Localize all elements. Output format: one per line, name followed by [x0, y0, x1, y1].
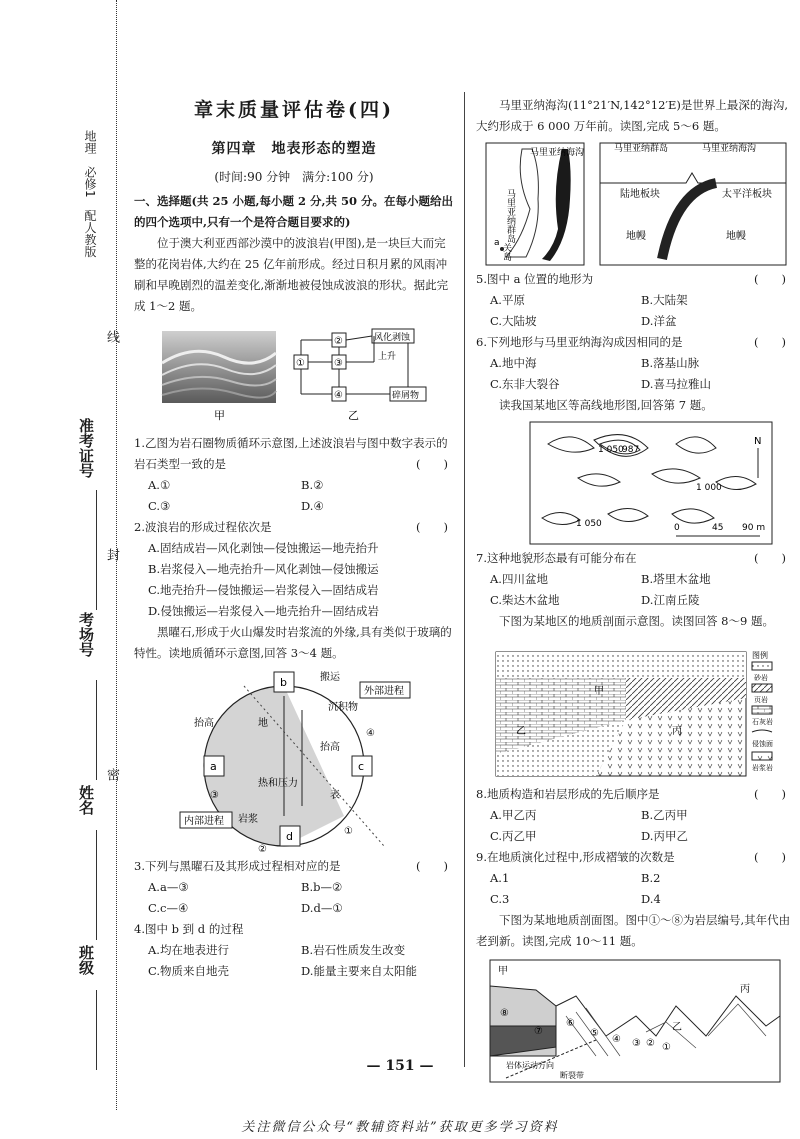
label-c-n4: ④ — [366, 728, 375, 739]
question-7-stem: 7.这种地貌形态最有可能分布在 — [476, 551, 637, 565]
legend-shale: 页岩 — [754, 696, 768, 704]
q3-option-c[interactable]: C.c—④ — [148, 901, 189, 915]
chapter-title: 第四章 地表形态的塑造 — [211, 141, 377, 157]
passage-2: 黑曜石,形成于火山爆发时岩浆流的外缘,具有类似于玻璃的特性。读地质循环示意图,回答 3～4 题。 — [134, 625, 452, 660]
q1-option-c[interactable]: C.③ — [148, 499, 171, 513]
question-3 — [134, 856, 454, 877]
label-trench-map: 马里亚纳海沟 — [530, 148, 585, 158]
label-mantle-right: 地幔 — [726, 231, 746, 242]
label-debris: 碎屑物 — [392, 391, 420, 401]
label-taigao-right: 抬高 — [320, 742, 340, 753]
question-5-answer[interactable]: ( ) — [754, 272, 786, 286]
cut-label-feng: 封 — [104, 548, 119, 561]
q3-option-b[interactable]: B.b—② — [301, 880, 343, 894]
page-title: 章末质量评估卷(四) — [194, 99, 394, 121]
label-uplift: 上升 — [378, 352, 397, 362]
q7-option-b[interactable]: B.塔里木盆地 — [641, 572, 711, 586]
legend-erosion: 侵蚀面 — [752, 740, 773, 748]
question-9-stem: 9.在地质演化过程中,形成褶皱的次数是 — [476, 850, 675, 864]
label-n2: ② — [334, 336, 343, 347]
label-fault-zone: 断裂带 — [560, 1071, 584, 1080]
figure-4-svg — [476, 418, 792, 548]
label-c-n1: ① — [344, 826, 353, 837]
legend-title: 图例 — [752, 651, 768, 660]
label-guan: 关岛 — [501, 243, 511, 261]
label-biao: 表 — [330, 790, 340, 801]
label-jia: 甲 — [594, 686, 604, 697]
q4-option-d[interactable]: D.能量主要来自太阳能 — [301, 964, 417, 978]
legend-magma: 岩浆岩 — [752, 764, 773, 772]
field-exam-number: 准考证号 — [77, 418, 95, 478]
label-n7: ⑦ — [534, 1026, 543, 1037]
label-banyun: 搬运 — [320, 672, 340, 683]
question-3-stem: 3.下列与黑曜石及其形成过程相对应的是 — [134, 859, 341, 873]
label-n6: ⑥ — [566, 1018, 575, 1029]
q4-option-c[interactable]: C.物质来自地壳 — [148, 964, 230, 978]
figure-2-svg — [134, 666, 454, 856]
legend-sandstone: 砂岩 — [754, 674, 768, 682]
book-label: 地理 必修1 配人教版 — [83, 130, 97, 258]
label-n2: ② — [646, 1038, 655, 1049]
q6-option-d[interactable]: D.喜马拉雅山 — [641, 377, 711, 391]
label-d: d — [286, 830, 293, 843]
q8-option-a[interactable]: A.甲乙丙 — [490, 808, 537, 822]
field-name-line[interactable] — [96, 830, 97, 940]
label-jia: 甲 — [498, 966, 508, 977]
question-4-stem: 4.图中 b 到 d 的过程 — [134, 922, 244, 936]
label-pacific: 太平洋板块 — [722, 189, 772, 200]
question-2-stem: 2.波浪岩的形成过程依次是 — [134, 520, 272, 534]
north-label: N — [754, 436, 762, 447]
scale-0: 0 — [674, 523, 680, 533]
section-heading: 一、选择题(共 25 小题,每小题 2 分,共 50 分。在每小题给出的四个选项中,只有一个是符合题目要求的) — [134, 194, 453, 229]
label-c: c — [358, 760, 365, 773]
legend-limestone: 石灰岩 — [752, 718, 773, 726]
q6-option-a[interactable]: A.地中海 — [490, 356, 537, 370]
figure-3-svg — [476, 139, 792, 269]
question-5-stem: 5.图中 a 位置的地形为 — [476, 272, 594, 286]
section-frame — [600, 143, 786, 265]
q9-option-a[interactable]: A.1 — [490, 871, 510, 885]
figure-1-svg — [134, 323, 454, 445]
q7-option-a[interactable]: A.四川盆地 — [490, 572, 548, 586]
label-c-n2: ② — [258, 844, 267, 855]
question-8-options — [476, 805, 792, 847]
label-weathering: 风化剥蚀 — [374, 333, 411, 343]
question-2 — [134, 517, 454, 538]
q9-option-c[interactable]: C.3 — [490, 892, 510, 906]
q4-option-a[interactable]: A.均在地表进行 — [148, 943, 229, 957]
label-n4: ④ — [334, 390, 343, 401]
figure-5-svg — [476, 634, 792, 784]
field-room-number-line[interactable] — [96, 680, 97, 780]
q1-option-b[interactable]: B.② — [301, 478, 324, 492]
question-5 — [476, 269, 792, 290]
label-c-n3: ③ — [210, 790, 219, 801]
passage-3: 马里亚纳海沟(11°21′N,142°12′E)是世界上最深的海沟,大约形成于 6 000 万年前。读图,完成 5～6 题。 — [476, 98, 789, 133]
q5-option-a[interactable]: A.平原 — [490, 293, 525, 307]
question-9 — [476, 847, 792, 868]
contour-label-987: 987 — [622, 445, 640, 455]
label-di: 地 — [258, 718, 268, 729]
label-yi: 乙 — [516, 726, 526, 737]
label-chenjiwu: 沉积物 — [328, 702, 358, 713]
q1-option-d[interactable]: D.④ — [301, 499, 324, 513]
figure-3 — [476, 139, 792, 269]
label-yi: 乙 — [672, 1022, 682, 1033]
label-n8: ⑧ — [500, 1008, 509, 1019]
question-7-options — [476, 569, 792, 611]
passage-5: 下图为某地区的地质剖面示意图。读图回答 8～9 题。 — [499, 614, 774, 628]
figure-5 — [476, 634, 792, 784]
cut-label-xian: 线 — [104, 330, 119, 343]
caption-yi: 乙 — [348, 409, 359, 422]
question-8 — [476, 784, 792, 805]
question-1-answer[interactable]: ( ) — [416, 457, 448, 471]
field-name: 姓名 — [77, 785, 95, 815]
q1-option-a[interactable]: A.① — [148, 478, 171, 492]
exam-meta: (时间:90 分钟 满分:100 分) — [214, 170, 374, 184]
q8-option-d[interactable]: D.丙甲乙 — [641, 829, 688, 843]
label-continent: 陆地板块 — [620, 189, 660, 200]
q8-option-b[interactable]: B.乙丙甲 — [641, 808, 688, 822]
contour-frame — [530, 422, 772, 544]
field-class: 班级 — [77, 945, 95, 975]
question-6-stem: 6.下列地形与马里亚纳海沟成因相同的是 — [476, 335, 683, 349]
label-crust-direction: 岩体运动方向 — [506, 1061, 554, 1070]
question-8-stem: 8.地质构造和岩层形成的先后顺序是 — [476, 787, 660, 801]
label-bing: 丙 — [672, 726, 682, 737]
passage-1: 位于澳大利亚西部沙漠中的波浪岩(甲图),是一块巨大而完整的花岗岩体,大约在 25 亿年前形成。经过日积月累的风雨冲刷和早晚剧烈的温差变化,渐渐地被侵蚀成波浪的形状。据此完成 1～2 题。 — [134, 236, 449, 313]
scale-90: 90 m — [742, 523, 766, 533]
q7-option-c[interactable]: C.柴达木盆地 — [490, 593, 560, 607]
label-taigao-left: 抬高 — [194, 718, 214, 729]
scale-45: 45 — [712, 523, 724, 533]
question-6 — [476, 332, 792, 353]
label-n1: ① — [662, 1042, 671, 1053]
label-a: a — [210, 760, 217, 773]
question-4-options — [134, 940, 454, 982]
left-column — [134, 95, 454, 982]
question-6-answer[interactable]: ( ) — [754, 335, 786, 349]
passage-6: 下图为某地地质剖面图。图中①～⑧为岩层编号,其年代由老到新。读图,完成 10～11 题。 — [476, 913, 791, 948]
question-3-answer[interactable]: ( ) — [416, 859, 448, 873]
question-9-options — [476, 868, 792, 910]
question-1 — [134, 433, 454, 475]
footer-note: 关注微信公众号“教辅资料站”获取更多学习资料 — [241, 1120, 559, 1135]
q2-option-d[interactable]: D.侵蚀搬运—岩浆侵入—地壳抬升—固结成岩 — [148, 604, 379, 618]
contour-label-1050-b: 1 050 — [576, 519, 602, 529]
top-sandstone — [496, 652, 746, 678]
right-column — [476, 95, 792, 1086]
label-mantle-left: 地幔 — [626, 231, 646, 242]
page-number: — 151 — — [366, 1058, 434, 1074]
label-trench: 马里亚纳海沟 — [702, 144, 757, 154]
label-n4: ④ — [612, 1034, 621, 1045]
q5-option-d[interactable]: D.洋盆 — [641, 314, 677, 328]
label-islands-map: 马里亚纳群岛 — [505, 189, 515, 243]
label-n5: ⑤ — [590, 1028, 599, 1039]
q3-option-d[interactable]: D.d—① — [301, 901, 343, 915]
label-rehe: 热和压力 — [258, 778, 298, 789]
label-islands: 马里亚纳群岛 — [614, 144, 669, 154]
question-1-options — [134, 475, 454, 517]
question-3-options — [134, 877, 454, 919]
q7-option-d[interactable]: D.江南丘陵 — [641, 593, 700, 607]
q9-option-d[interactable]: D.4 — [641, 892, 661, 906]
cut-label-mi: 密 — [104, 768, 119, 781]
question-4 — [134, 919, 454, 940]
question-1-stem: 1.乙图为岩石圈物质循环示意图,上述波浪岩与图中数字表示的岩石类型一致的是 — [134, 436, 448, 471]
label-n1: ① — [296, 358, 305, 369]
label-n3: ③ — [334, 358, 343, 369]
figure-1 — [134, 323, 454, 445]
q5-option-b[interactable]: B.大陆架 — [641, 293, 688, 307]
q2-option-b[interactable]: B.岩浆侵入—地壳抬升—风化剥蚀—侵蚀搬运 — [148, 562, 379, 576]
label-bing: 丙 — [740, 984, 750, 995]
label-neibu: 内部进程 — [184, 816, 224, 827]
question-7-answer[interactable]: ( ) — [754, 551, 786, 565]
label-b: b — [280, 676, 287, 689]
q6-option-c[interactable]: C.东非大裂谷 — [490, 377, 560, 391]
label-a: a — [494, 238, 500, 248]
question-9-answer[interactable]: ( ) — [754, 850, 786, 864]
passage-4: 读我国某地区等高线地形图,回答第 7 题。 — [499, 398, 713, 412]
wave-rock-photo — [162, 331, 276, 403]
contour-label-1000: 1 000 — [696, 483, 722, 493]
q3-option-a[interactable]: A.a—③ — [148, 880, 189, 894]
question-5-options — [476, 290, 792, 332]
column-divider — [464, 92, 465, 1067]
q2-option-c[interactable]: C.地壳抬升—侵蚀搬运—岩浆侵入—固结成岩 — [148, 583, 379, 597]
q2-option-a[interactable]: A.固结成岩—风化剥蚀—侵蚀搬运—地壳抬升 — [148, 541, 379, 555]
figure-2 — [134, 666, 454, 856]
label-n3: ③ — [632, 1038, 641, 1049]
figure-4 — [476, 418, 792, 548]
field-room-number: 考场号 — [77, 612, 95, 657]
legend — [752, 650, 773, 772]
field-exam-number-line[interactable] — [96, 490, 97, 610]
q6-option-b[interactable]: B.落基山脉 — [641, 356, 700, 370]
q4-option-b[interactable]: B.岩石性质发生改变 — [301, 943, 406, 957]
q5-option-c[interactable]: C.大陆坡 — [490, 314, 537, 328]
question-2-answer[interactable]: ( ) — [416, 520, 448, 534]
label-waibu: 外部进程 — [364, 686, 404, 697]
q9-option-b[interactable]: B.2 — [641, 871, 661, 885]
caption-jia: 甲 — [214, 409, 225, 422]
q8-option-c[interactable]: C.丙乙甲 — [490, 829, 537, 843]
label-yanjiang: 岩浆 — [238, 814, 258, 825]
question-6-options — [476, 353, 792, 395]
contour-label-1050-a: 1 050 — [598, 445, 624, 455]
question-8-answer[interactable]: ( ) — [754, 787, 786, 801]
question-7 — [476, 548, 792, 569]
